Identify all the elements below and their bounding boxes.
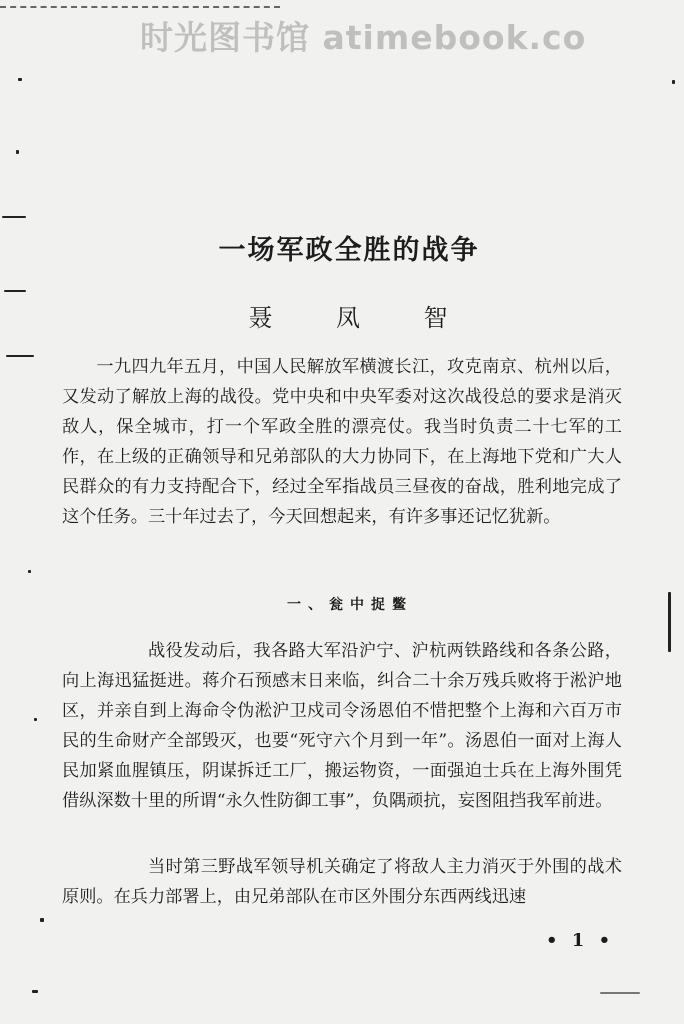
intro-paragraph: 一九四九年五月，中国人民解放军横渡长江，攻克南京、杭州以后，又发动了解放上海的战役。党中央和中央军委对这次战役总的要求是消灭敌人，保全城市，打一个军政全胜的漂亮仗。我当时负责二十七军的工作，在上级的正确领导和兄弟部队的大力协同下，在上海地下党和广大人民群众的有力支持配合下，经过全军指战员三昼夜的奋战，胜利地完成了这个任务。三十年过去了，今天回想起来，有许多事还记忆犹新。: [62, 357, 622, 527]
scan-speck: [40, 918, 44, 922]
article-author: 聂 凤 智: [248, 304, 476, 332]
section-paragraph: 当时第三野战军领导机关确定了将敌人主力消灭于外围的战术原则。在兵力部署上，由兄弟部队在市区外围分东西两线迅速: [62, 857, 622, 907]
scan-speck: [600, 992, 640, 994]
scan-speck: [28, 570, 31, 573]
section-heading: 一、瓮中捉鳖: [287, 597, 413, 613]
scan-speck: [32, 990, 38, 993]
section-paragraph: 战役发动后，我各路大军沿沪宁、沪杭两铁路线和各条公路，向上海迅猛挺进。蒋介石预感末日来临，纠合二十余万残兵败将于淞沪地区，并亲自到上海命令伪淞沪卫戍司令汤恩伯不惜把整个上海和六百万市民的生命财产全部毁灭，也要“死守六个月到一年”。汤恩伯一面对上海人民加紧血腥镇压，阴谋拆迁工厂，搬运物资，一面强迫士兵在上海外围凭借纵深数十里的所谓“永久性防御工事”，负隅顽抗，妄图阻挡我军前进。: [62, 641, 622, 811]
scan-edge-dashes: [0, 6, 280, 8]
watermark: 时光图书馆 atimebook.co: [140, 18, 587, 57]
page-number: • 1 •: [546, 930, 615, 951]
scan-speck: [16, 150, 19, 154]
article-title: 一场军政全胜的战争: [218, 235, 480, 266]
scan-speck: [34, 718, 37, 721]
scan-speck: [4, 290, 26, 292]
scan-speck: [672, 80, 675, 84]
scan-speck: [6, 355, 34, 357]
scan-speck: [18, 78, 22, 81]
scan-speck: [2, 216, 26, 218]
